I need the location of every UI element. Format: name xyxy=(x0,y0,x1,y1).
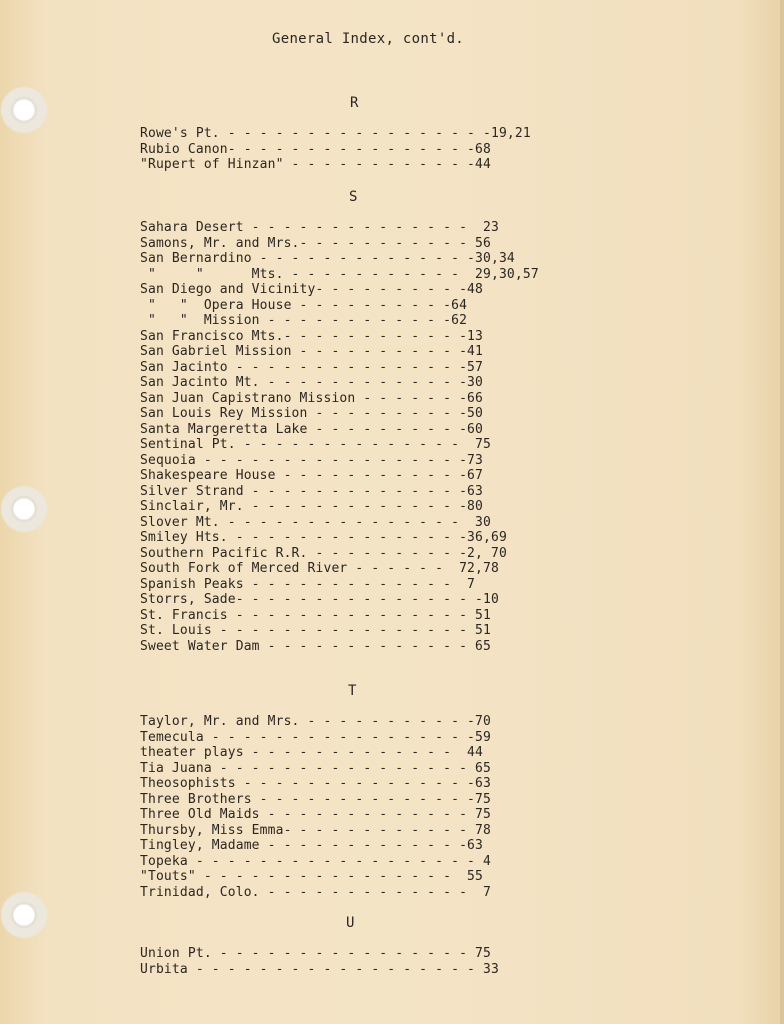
index-entry: " " Mission - - - - - - - - - - - -62 xyxy=(140,313,468,328)
binder-hole-top xyxy=(0,86,48,134)
index-entry: San Diego and Vicinity- - - - - - - - - -48 xyxy=(140,282,483,297)
index-entry: " " Mts. - - - - - - - - - - - 29,30,57 xyxy=(140,266,539,282)
index-entry: Topeka - - - - - - - - - - - - - - - - - - 4 xyxy=(140,853,491,869)
index-entry: Southern Pacific R.R. - - - - - - - - - -2, 70 xyxy=(140,545,507,561)
index-entry: St. Louis - - - - - - - - - - - - - - - - 51 xyxy=(140,623,491,638)
index-entry: Shakespeare House - - - - - - - - - - - -67 xyxy=(140,468,483,483)
section-heading-s: S xyxy=(349,189,358,205)
index-entry: San Jacinto Mt. - - - - - - - - - - - - -30 xyxy=(140,375,483,390)
index-entry: Rowe's Pt. - - - - - - - - - - - - - - - - -19,21 xyxy=(140,126,531,141)
index-entry: Sweet Water Dam - - - - - - - - - - - - - 65 xyxy=(140,638,491,654)
index-entry: Tingley, Madame - - - - - - - - - - - - -63 xyxy=(140,838,483,853)
section-r xyxy=(140,126,600,173)
index-entry: San Gabriel Mission - - - - - - - - - - -41 xyxy=(140,344,483,359)
section-heading-t: T xyxy=(348,683,357,699)
index-entry: Storrs, Sade- - - - - - - - - - - - - - - -10 xyxy=(140,592,499,607)
index-entry: Sentinal Pt. - - - - - - - - - - - - - - 75 xyxy=(140,437,491,452)
index-entry: Sinclair, Mr. - - - - - - - - - - - - - -80 xyxy=(140,499,483,514)
section-heading-u: U xyxy=(346,915,355,931)
index-entry: San Juan Capistrano Mission - - - - - - -66 xyxy=(140,390,483,406)
index-entry: " " Opera House - - - - - - - - - -64 xyxy=(140,297,468,313)
section-s xyxy=(140,220,600,654)
binder-hole-middle xyxy=(0,485,48,533)
index-entry: Silver Strand - - - - - - - - - - - - - -63 xyxy=(140,483,483,499)
index-entry: Smiley Hts. - - - - - - - - - - - - - - -36,69 xyxy=(140,530,507,545)
index-entry: Sequoia - - - - - - - - - - - - - - - - -73 xyxy=(140,452,483,468)
index-entry: Tia Juana - - - - - - - - - - - - - - - - 65 xyxy=(140,760,491,776)
index-entry: "Rupert of Hinzan" - - - - - - - - - - - -44 xyxy=(140,157,491,172)
index-entry: South Fork of Merced River - - - - - - 72,78 xyxy=(140,561,499,576)
page-edge xyxy=(780,0,784,1024)
index-entry: Samons, Mr. and Mrs.- - - - - - - - - - - 56 xyxy=(140,235,491,251)
index-entry: Three Brothers - - - - - - - - - - - - - -75 xyxy=(140,791,491,807)
index-entry: Union Pt. - - - - - - - - - - - - - - - - 75 xyxy=(140,946,491,961)
section-t xyxy=(140,714,600,900)
index-entry: Trinidad, Colo. - - - - - - - - - - - - - 7 xyxy=(140,884,491,900)
section-heading-r: R xyxy=(350,95,359,111)
page-title: General Index, cont'd. xyxy=(272,31,465,47)
index-entry: San Bernardino - - - - - - - - - - - - - -30,34 xyxy=(140,251,515,266)
index-entry: Slover Mt. - - - - - - - - - - - - - - - 30 xyxy=(140,514,491,530)
index-entry: Theosophists - - - - - - - - - - - - - - -63 xyxy=(140,776,491,791)
section-u xyxy=(140,946,600,977)
index-entry: Sahara Desert - - - - - - - - - - - - - - 23 xyxy=(140,220,499,235)
index-entry: Taylor, Mr. and Mrs. - - - - - - - - - - -70 xyxy=(140,714,491,729)
index-entry: Temecula - - - - - - - - - - - - - - - - -59 xyxy=(140,729,491,745)
index-entry: San Louis Rey Mission - - - - - - - - - -50 xyxy=(140,406,483,421)
binder-hole-bottom xyxy=(0,891,48,939)
index-entry: San Jacinto - - - - - - - - - - - - - - -57 xyxy=(140,359,483,375)
index-entry: Three Old Maids - - - - - - - - - - - - - 75 xyxy=(140,807,491,822)
index-entry: theater plays - - - - - - - - - - - - - 44 xyxy=(140,745,483,760)
index-entry: Spanish Peaks - - - - - - - - - - - - - 7 xyxy=(140,576,476,592)
index-entry: San Francisco Mts.- - - - - - - - - - - -13 xyxy=(140,328,483,344)
index-entry: Thursby, Miss Emma- - - - - - - - - - - - 78 xyxy=(140,822,491,838)
index-entry: St. Francis - - - - - - - - - - - - - - - 51 xyxy=(140,607,491,623)
index-entry: Santa Margeretta Lake - - - - - - - - - -60 xyxy=(140,421,483,437)
index-entry: Urbita - - - - - - - - - - - - - - - - - - 33 xyxy=(140,961,499,977)
index-entry: Rubio Canon- - - - - - - - - - - - - - - -68 xyxy=(140,141,491,157)
index-entry: "Touts" - - - - - - - - - - - - - - - - 55 xyxy=(140,869,483,884)
